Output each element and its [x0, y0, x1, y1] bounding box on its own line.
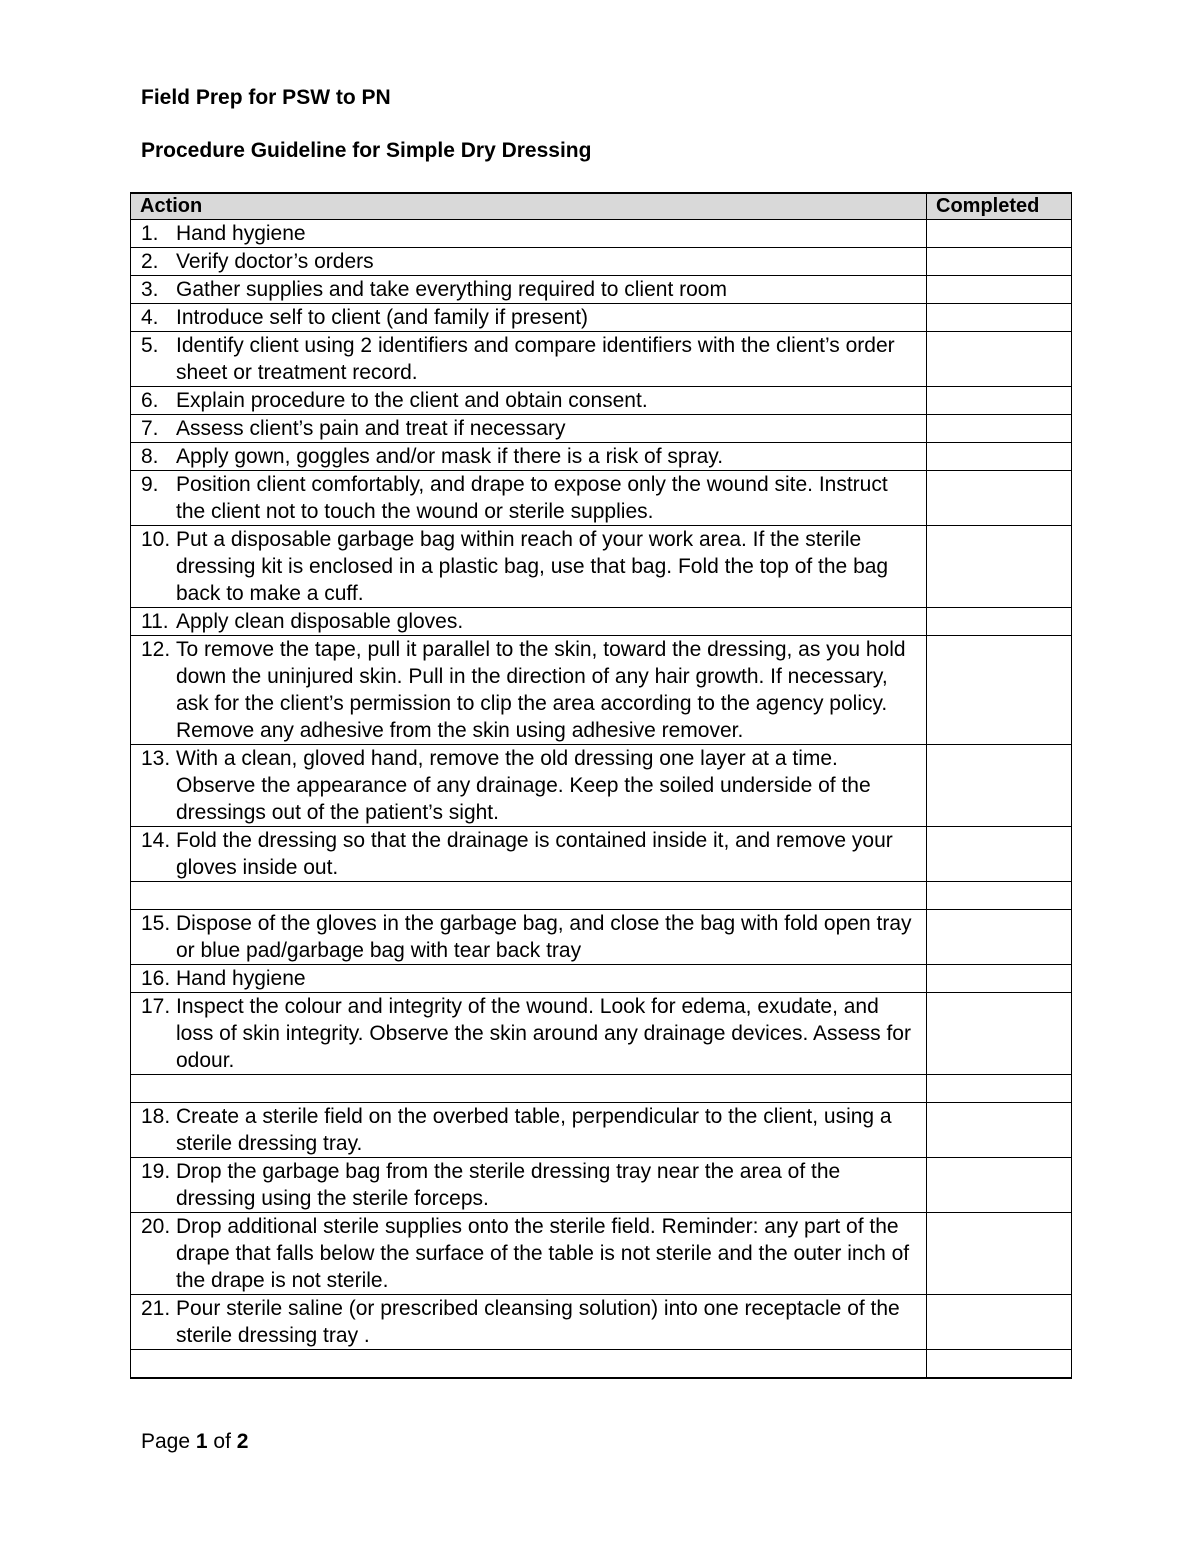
- action-cell: [131, 1075, 927, 1103]
- step-number: 10.: [141, 528, 171, 551]
- table-row: [131, 1213, 1072, 1295]
- action-cell: [131, 415, 927, 443]
- page-current: 1: [195, 1430, 208, 1453]
- step-text: Introduce self to client (and family if present): [176, 306, 589, 329]
- procedure-checklist-table: [130, 192, 1072, 1379]
- table-row: [131, 332, 1072, 387]
- action-cell: [131, 1350, 927, 1379]
- step-item: [131, 443, 926, 470]
- step-item: [131, 332, 926, 386]
- action-cell: [131, 443, 927, 471]
- step-item: [131, 1103, 926, 1157]
- table-row: [131, 1158, 1072, 1213]
- table-row: [131, 1295, 1072, 1350]
- completed-checkbox-cell[interactable]: [927, 745, 1072, 827]
- table-row: [131, 276, 1072, 304]
- step-item: [131, 608, 926, 635]
- step-text: With a clean, gloved hand, remove the old dressing one layer at a time. Observe the appearance of any drainage. Keep the soiled underside of the dressings out of the patient’s sight.: [176, 747, 871, 824]
- step-number: 8.: [141, 445, 159, 468]
- table-row: [131, 1103, 1072, 1158]
- step-text: Identify client using 2 identifiers and compare identifiers with the client’s order sheet or treatment record.: [176, 334, 895, 384]
- step-number: 9.: [141, 473, 159, 496]
- completed-checkbox-cell[interactable]: [927, 1350, 1072, 1379]
- action-cell: [131, 276, 927, 304]
- table-row: [131, 827, 1072, 882]
- action-cell: [131, 526, 927, 608]
- step-text: Inspect the colour and integrity of the wound. Look for edema, exudate, and loss of skin integrity. Observe the skin around any drainage devices. Assess for odour.: [176, 995, 911, 1072]
- completed-checkbox-cell[interactable]: [927, 1075, 1072, 1103]
- document-title: Field Prep for PSW to PN: [141, 86, 391, 109]
- step-number: 15.: [141, 912, 171, 935]
- step-item: [131, 827, 926, 881]
- table-row: [131, 220, 1072, 248]
- table-row: [131, 526, 1072, 608]
- table-header-row: [131, 193, 1072, 220]
- completed-checkbox-cell[interactable]: [927, 882, 1072, 910]
- action-cell: [131, 965, 927, 993]
- step-number: 21.: [141, 1297, 171, 1320]
- step-text: Apply clean disposable gloves.: [176, 610, 464, 633]
- step-text: Create a sterile field on the overbed table, perpendicular to the client, using a sterile dressing tray.: [176, 1105, 892, 1155]
- action-column-header: Action: [131, 193, 927, 220]
- table-row: [131, 965, 1072, 993]
- step-item: [131, 220, 926, 247]
- table-row: [131, 471, 1072, 526]
- action-cell: [131, 248, 927, 276]
- table-row: [131, 1075, 1072, 1103]
- step-number: 2.: [141, 250, 159, 273]
- action-cell: [131, 1158, 927, 1213]
- step-item: [131, 1295, 926, 1349]
- completed-checkbox-cell[interactable]: [927, 415, 1072, 443]
- step-item: [131, 415, 926, 442]
- step-item: [131, 526, 926, 607]
- page-label: Page: [141, 1430, 191, 1453]
- action-cell: [131, 745, 927, 827]
- action-cell: [131, 332, 927, 387]
- table-row: [131, 443, 1072, 471]
- completed-checkbox-cell[interactable]: [927, 443, 1072, 471]
- step-item: [131, 910, 926, 964]
- completed-checkbox-cell[interactable]: [927, 636, 1072, 745]
- action-cell: [131, 636, 927, 745]
- step-number: 19.: [141, 1160, 171, 1183]
- step-text: Pour sterile saline (or prescribed cleansing solution) into one receptacle of the sterile dressing tray .: [176, 1297, 900, 1347]
- step-number: 13.: [141, 747, 171, 770]
- step-number: 6.: [141, 389, 159, 412]
- step-number: 18.: [141, 1105, 171, 1128]
- step-text: Explain procedure to the client and obtain consent.: [176, 389, 648, 412]
- procedure-title: Procedure Guideline for Simple Dry Dressing: [141, 139, 592, 162]
- step-number: 12.: [141, 638, 171, 661]
- step-item: [131, 387, 926, 414]
- step-item: [131, 993, 926, 1074]
- step-item: [131, 965, 926, 992]
- table-row: [131, 745, 1072, 827]
- of-label: of: [213, 1430, 231, 1453]
- completed-column-header: Completed: [927, 193, 1072, 220]
- table-row: [131, 636, 1072, 745]
- step-number: 1.: [141, 222, 159, 245]
- page-total: 2: [236, 1430, 249, 1453]
- action-cell: [131, 1103, 927, 1158]
- step-text: Put a disposable garbage bag within reach of your work area. If the sterile dressing kit is enclosed in a plastic bag, use that bag. Fold the top of the bag back to make a cuff.: [176, 528, 889, 605]
- table-row: [131, 910, 1072, 965]
- step-text: Dispose of the gloves in the garbage bag, and close the bag with fold open tray or blue pad/garbage bag with tear back tray: [176, 912, 912, 962]
- completed-checkbox-cell[interactable]: [927, 220, 1072, 248]
- table-row: [131, 882, 1072, 910]
- step-item: [131, 276, 926, 303]
- completed-checkbox-cell[interactable]: [927, 387, 1072, 415]
- step-text: Assess client’s pain and treat if necessary: [176, 417, 566, 440]
- step-item: [131, 248, 926, 275]
- step-number: 16.: [141, 967, 171, 990]
- table-row: [131, 1350, 1072, 1379]
- completed-checkbox-cell[interactable]: [927, 910, 1072, 965]
- completed-checkbox-cell[interactable]: [927, 526, 1072, 608]
- step-text: Hand hygiene: [176, 222, 306, 245]
- completed-checkbox-cell[interactable]: [927, 248, 1072, 276]
- step-number: 7.: [141, 417, 159, 440]
- step-number: 11.: [141, 610, 169, 633]
- table-row: [131, 415, 1072, 443]
- step-item: [131, 745, 926, 826]
- completed-checkbox-cell[interactable]: [927, 993, 1072, 1075]
- step-number: 3.: [141, 278, 159, 301]
- completed-checkbox-cell[interactable]: [927, 608, 1072, 636]
- completed-checkbox-cell[interactable]: [927, 304, 1072, 332]
- action-cell: [131, 471, 927, 526]
- step-item: [131, 471, 926, 525]
- completed-checkbox-cell[interactable]: [927, 965, 1072, 993]
- step-number: 4.: [141, 306, 159, 329]
- step-number: 17.: [141, 995, 171, 1018]
- action-cell: [131, 910, 927, 965]
- action-cell: [131, 882, 927, 910]
- completed-checkbox-cell[interactable]: [927, 827, 1072, 882]
- step-item: [131, 1213, 926, 1294]
- completed-checkbox-cell[interactable]: [927, 1158, 1072, 1213]
- step-text: Drop the garbage bag from the sterile dressing tray near the area of the dressing using the sterile forceps.: [176, 1160, 841, 1210]
- completed-checkbox-cell[interactable]: [927, 1213, 1072, 1295]
- step-text: Apply gown, goggles and/or mask if there is a risk of spray.: [176, 445, 724, 468]
- step-number: 14.: [141, 829, 171, 852]
- step-text: Fold the dressing so that the drainage is contained inside it, and remove your gloves inside out.: [176, 829, 893, 879]
- action-cell: [131, 220, 927, 248]
- step-text: Hand hygiene: [176, 967, 306, 990]
- completed-checkbox-cell[interactable]: [927, 332, 1072, 387]
- table-row: [131, 304, 1072, 332]
- step-item: [131, 636, 926, 744]
- action-cell: [131, 1295, 927, 1350]
- step-number: 20.: [141, 1215, 171, 1238]
- step-text: Drop additional sterile supplies onto the sterile field. Reminder: any part of the drape that falls below the surface of the table is not sterile and the outer inch of the drape is not sterile.: [176, 1215, 910, 1292]
- completed-checkbox-cell[interactable]: [927, 471, 1072, 526]
- action-cell: [131, 608, 927, 636]
- step-number: 5.: [141, 334, 159, 357]
- step-item: [131, 1158, 926, 1212]
- table-row: [131, 608, 1072, 636]
- table-row: [131, 248, 1072, 276]
- action-cell: [131, 304, 927, 332]
- completed-checkbox-cell[interactable]: [927, 1295, 1072, 1350]
- completed-checkbox-cell[interactable]: [927, 1103, 1072, 1158]
- action-cell: [131, 827, 927, 882]
- completed-checkbox-cell[interactable]: [927, 276, 1072, 304]
- table-row: [131, 387, 1072, 415]
- page-footer: [141, 1430, 248, 1454]
- action-cell: [131, 387, 927, 415]
- step-text: Position client comfortably, and drape to expose only the wound site. Instruct the client not to touch the wound or sterile supplies.: [176, 473, 888, 523]
- action-cell: [131, 1213, 927, 1295]
- step-item: [131, 304, 926, 331]
- step-text: Gather supplies and take everything required to client room: [176, 278, 727, 301]
- action-cell: [131, 993, 927, 1075]
- step-text: To remove the tape, pull it parallel to the skin, toward the dressing, as you hold down the uninjured skin. Pull in the direction of any hair growth. If necessary, ask for the client’s permission to clip the area according to the agency policy. Remove any adhesive from the skin using adhesive remover.: [176, 638, 906, 742]
- step-text: Verify doctor’s orders: [176, 250, 374, 273]
- table-row: [131, 993, 1072, 1075]
